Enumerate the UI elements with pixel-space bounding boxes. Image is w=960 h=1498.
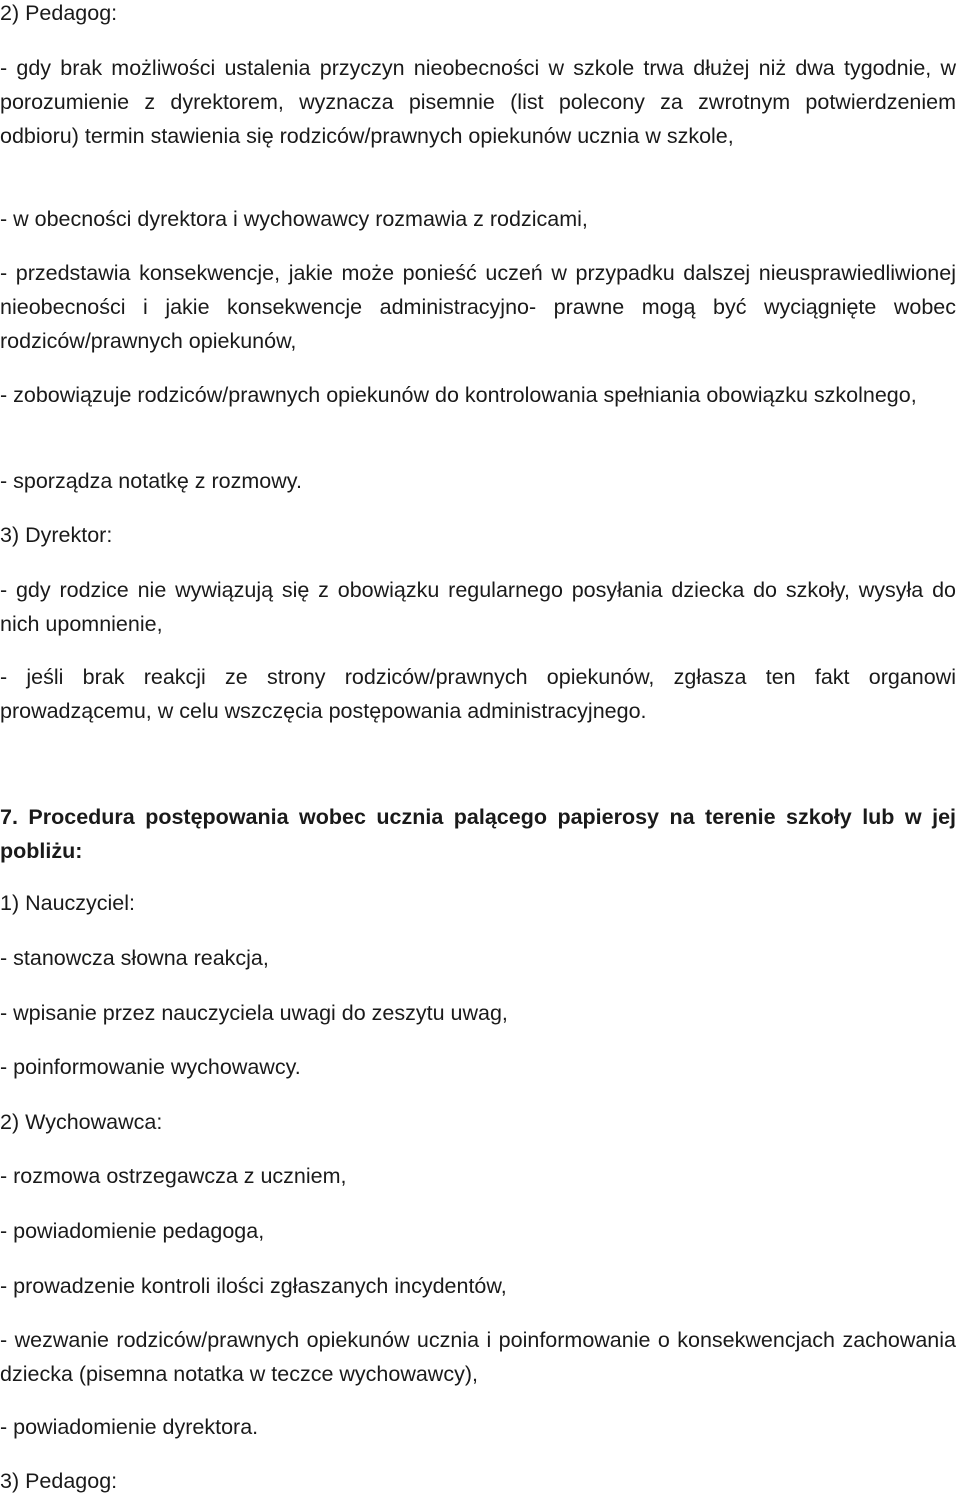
section-heading-dyrektor: 3) Dyrektor: xyxy=(0,523,113,547)
section-heading-wychowawca: 2) Wychowawca: xyxy=(0,1110,163,1134)
dyrektor-item-reminder: - gdy rodzice nie wywiązują się z obowiązku regularnego posyłania dziecka do szkoły, wysyła do nich upomnienie, xyxy=(0,578,956,636)
section-heading-pedagog: 2) Pedagog: xyxy=(0,1,118,25)
nauczyciel-item-inform: - poinformowanie wychowawcy. xyxy=(0,1055,301,1079)
procedure-title: 7. Procedura postępowania wobec ucznia palącego papierosy na terenie szkoły lub w jej pobliżu: xyxy=(0,805,956,863)
wychowawca-item-notify-pedagog: - powiadomienie pedagoga, xyxy=(0,1219,265,1243)
dyrektor-item-report: - jeśli brak reakcji ze strony rodziców/prawnych opiekunów, zgłasza ten fakt organowi prowadzącemu, w celu wszczęcia postępowania administracyjnego. xyxy=(0,665,956,723)
pedagog-item-consequences: - przedstawia konsekwencje, jakie może ponieść uczeń w przypadku dalszej nieusprawiedliwionej nieobecności i jakie konsekwencje administracyjno- prawne mogą być wyciągnięte wobec rodziców/prawnych opiekunów, xyxy=(0,261,956,353)
section-heading-pedagog-2: 3) Pedagog: xyxy=(0,1469,118,1493)
wychowawca-item-notify-director: - powiadomienie dyrektora. xyxy=(0,1415,259,1439)
section-heading-nauczyciel: 1) Nauczyciel: xyxy=(0,891,136,915)
pedagog-item-absence-meeting: - gdy brak możliwości ustalenia przyczyn nieobecności w szkole trwa dłużej niż dwa tygodnie, w porozumienie z dyrektorem, wyznacza pisemnie (list polecony za zwrotnym potwierdzeniem odbioru) termin stawienia się rodziców/prawnych opiekunów ucznia w szkole, xyxy=(0,56,956,148)
nauczyciel-item-remark: - wpisanie przez nauczyciela uwagi do zeszytu uwag, xyxy=(0,1001,508,1025)
pedagog-item-note: - sporządza notatkę z rozmowy. xyxy=(0,469,302,493)
wychowawca-item-parents: - wezwanie rodziców/prawnych opiekunów ucznia i poinformowanie o konsekwencjach zachowania dziecka (pisemna notatka w teczce wychowawcy), xyxy=(0,1328,956,1386)
pedagog-item-talk-with-parents: - w obecności dyrektora i wychowawcy rozmawia z rodzicami, xyxy=(0,207,588,231)
wychowawca-item-incidents: - prowadzenie kontroli ilości zgłaszanych incydentów, xyxy=(0,1274,507,1298)
pedagog-item-obligation: - zobowiązuje rodziców/prawnych opiekunów do kontrolowania spełniania obowiązku szkolnego, xyxy=(0,383,917,407)
wychowawca-item-warning: - rozmowa ostrzegawcza z uczniem, xyxy=(0,1164,347,1188)
nauczyciel-item-reaction: - stanowcza słowna reakcja, xyxy=(0,946,269,970)
